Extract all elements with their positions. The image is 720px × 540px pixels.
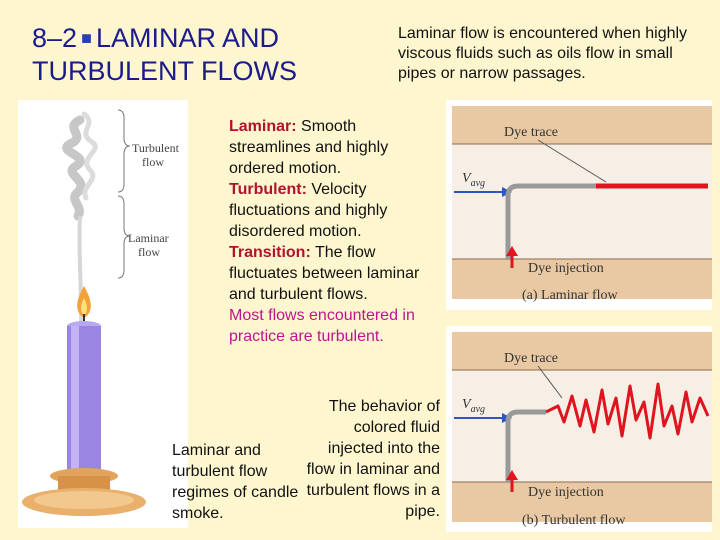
candle-highlight — [71, 326, 79, 474]
turbulent-term: Turbulent: — [229, 181, 307, 198]
turbulent-flow-caption: (b) Turbulent flow — [522, 513, 626, 528]
turbulent-pipe-wall-top — [452, 332, 712, 370]
turbulent-flow-label-1: Turbulent — [132, 141, 179, 155]
turbulent-pipe-figure — [446, 326, 712, 532]
title-number: 8–2 — [32, 23, 78, 53]
laminar-flow-label-1: Laminar — [128, 231, 169, 245]
turbulent-v-label: $V_{avg}$ — [462, 397, 486, 415]
candle-holder-base-top — [34, 491, 134, 509]
slide-title — [32, 22, 372, 88]
title-line-2: TURBULENT FLOWS — [32, 56, 298, 86]
intro-text: Laminar flow is encountered when highly viscous fluids such as oils flow in small pipes or narrow passages. — [398, 25, 688, 82]
turbulent-desc: Velocity fluctuations and highly disordered motion. — [229, 181, 388, 240]
laminar-flow-label-2: flow — [138, 245, 160, 259]
title-line-1: LAMINAR AND — [95, 23, 279, 53]
transition-desc: The flow fluctuates between laminar and turbulent flows. — [229, 244, 420, 303]
laminar-pipe-figure — [446, 100, 712, 310]
turbulent-dye-trace-label: Dye trace — [504, 351, 559, 366]
turbulent-smoke — [67, 120, 81, 216]
transition-term: Transition: — [229, 244, 311, 261]
candle-caption: Laminar and turbulent flow regimes of candle smoke. — [172, 442, 299, 522]
laminar-desc: Smooth streamlines and highly ordered motion. — [229, 118, 389, 177]
turbulent-brace — [118, 110, 130, 192]
laminar-flow-caption: (a) Laminar flow — [522, 288, 618, 303]
turbulent-flow-label-2: flow — [142, 155, 164, 169]
turbulent-smoke-wisp — [84, 114, 95, 198]
candle-smoke-figure — [18, 100, 188, 528]
laminar-dye-injection-label: Dye injection — [528, 261, 604, 276]
laminar-pipe-interior — [452, 144, 712, 259]
turbulent-pipe-interior — [452, 370, 712, 482]
laminar-dye-trace-label: Dye trace — [504, 125, 559, 140]
practice-note: Most flows encountered in practice are turbulent. — [229, 307, 415, 345]
definitions — [229, 116, 434, 347]
laminar-v-label: $V_{avg}$ — [462, 171, 486, 189]
title-bullet-icon: ■ — [81, 28, 92, 48]
laminar-term: Laminar: — [229, 118, 297, 135]
pipe-caption: The behavior of colored fluid injected into the flow in laminar and turbulent flows in a pipe. — [306, 398, 440, 520]
turbulent-dye-injection-label: Dye injection — [528, 485, 604, 500]
laminar-pipe-wall-top — [452, 106, 712, 144]
